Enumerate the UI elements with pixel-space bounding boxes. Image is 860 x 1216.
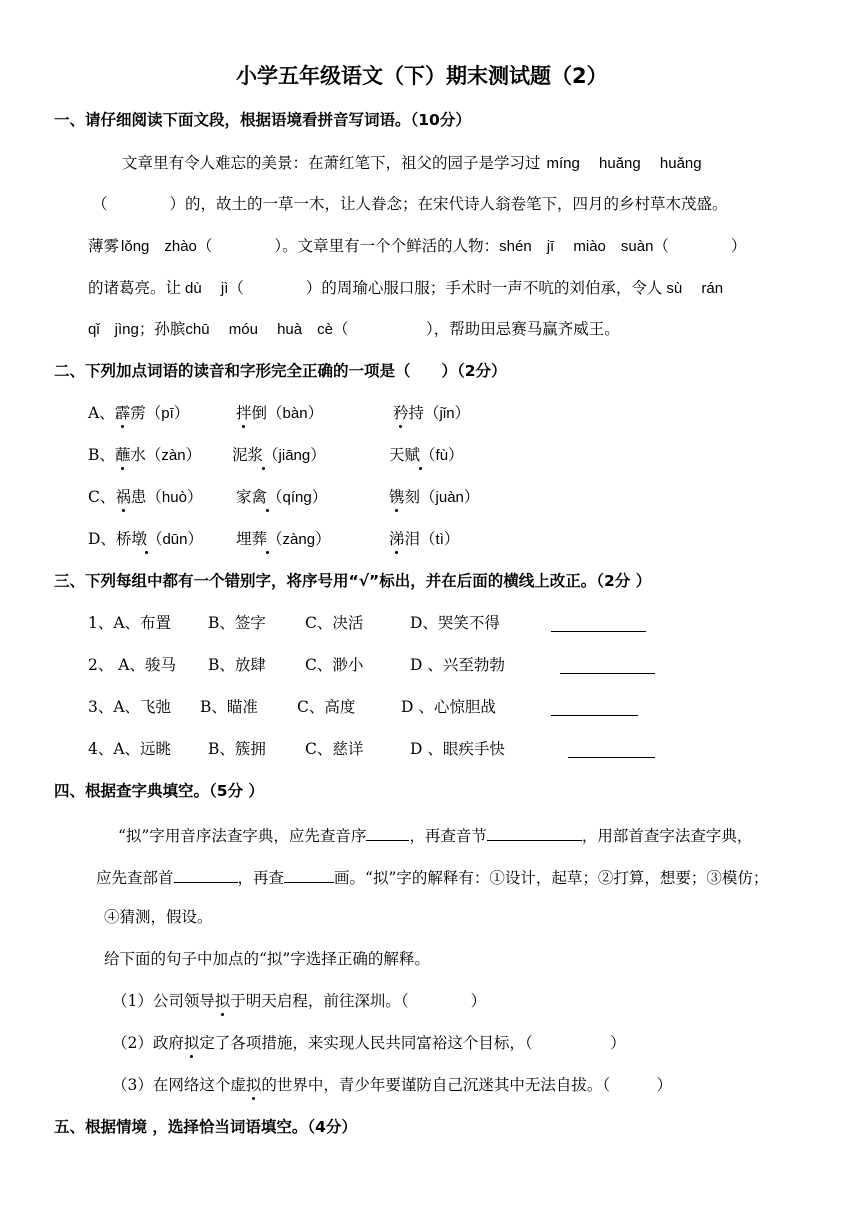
pinyin: lǒng zhào <box>121 238 197 255</box>
dotted-char: 浆（ <box>247 446 279 464</box>
word-text: 桥 <box>115 530 132 548</box>
group-4-option-a[interactable]: 4、A、远眺 <box>88 740 172 758</box>
word-text: 持（ <box>408 404 440 422</box>
pinyin: jiāng <box>278 447 311 464</box>
choice-row-b[interactable] <box>88 448 201 464</box>
dotted-char: 赋（ <box>404 446 436 464</box>
s1-text: 文章里有令人难忘的美景：在萧红笔下，祖父的园子是学习过 <box>122 154 541 172</box>
dotted-char: 祸 <box>115 488 131 506</box>
s4-text: ，再查 <box>237 869 285 887</box>
s4-line-1 <box>118 826 752 845</box>
paren: ） <box>186 488 203 506</box>
s4-text: 定了各项措施，来实现人民共同富裕这个目标，（ ） <box>199 1034 626 1052</box>
section-2-heading: 二、下列加点词语的读音和字形完全正确的一项是（ ）（2分） <box>54 362 507 380</box>
paren: ） <box>454 404 471 422</box>
s4-text: 画。“拟”字的解释有：①设计，起草；②打算，想要；③模仿； <box>334 869 769 887</box>
section-1-heading: 一、请仔细阅读下面文段，根据语境看拼音写词语。（10分） <box>54 111 471 129</box>
paren: ） <box>187 530 204 548</box>
pinyin: sù rán <box>666 280 724 297</box>
pinyin: zàng <box>282 531 316 548</box>
choice-word <box>232 448 326 464</box>
pinyin: qíng <box>282 489 312 506</box>
group-4-option-d[interactable]: D 、眼疾手快 <box>410 740 505 758</box>
pinyin: huò <box>161 489 187 506</box>
s1-line-4 <box>88 281 723 297</box>
pinyin: bàn <box>282 405 308 422</box>
word-text: 埋 <box>236 530 252 548</box>
pinyin: chū móu huà cè <box>185 321 333 338</box>
word-text: 水（ <box>130 446 162 464</box>
s1-text[interactable]: （ ）的周瑜心服口服；手术时一声不吭的刘伯承，令人 <box>228 279 663 297</box>
answer-blank[interactable] <box>174 868 238 883</box>
s1-line-3 <box>88 239 746 255</box>
group-4-option-c[interactable]: C、慈详 <box>305 740 364 758</box>
dotted-char: 拟 <box>245 1076 262 1094</box>
s1-text: 薄雾 <box>88 237 120 255</box>
s4-question-1[interactable] <box>112 994 486 1010</box>
s4-instruction: 给下面的句子中加点的“拟”字选择正确的解释。 <box>104 950 430 968</box>
s4-text: （1）公司领导 <box>112 992 215 1010</box>
choice-word <box>393 406 470 422</box>
word-text: 雳（ <box>130 404 162 422</box>
s1-text[interactable]: （ ），帮助田忌赛马赢齐威王。 <box>332 320 620 338</box>
pinyin: jǐn <box>439 405 455 422</box>
group-2-option-c[interactable]: C、渺小 <box>305 656 364 674</box>
paren: ） <box>173 404 190 422</box>
answer-blank[interactable] <box>560 673 655 674</box>
answer-blank[interactable] <box>568 757 655 758</box>
s4-line-2 <box>96 868 768 887</box>
paren: ） <box>463 488 480 506</box>
paren: ） <box>185 446 202 464</box>
s1-text: ；孙膑 <box>138 320 186 338</box>
option-letter: D、 <box>88 530 116 548</box>
page-title: 小学五年级语文（下）期末测试题（2） <box>236 64 608 88</box>
s4-text: （3）在网络这个虚 <box>112 1076 246 1094</box>
s1-text[interactable]: （ ） <box>653 237 747 255</box>
answer-blank[interactable] <box>551 715 638 716</box>
word-text: 泥 <box>232 446 248 464</box>
answer-blank[interactable] <box>551 631 646 632</box>
s4-text: ，再查音节 <box>409 827 487 845</box>
dotted-char: 拟 <box>183 1034 200 1052</box>
pinyin: pī <box>161 405 174 422</box>
s4-question-2[interactable] <box>112 1036 626 1052</box>
s4-line-3: ④猜测，假设。 <box>104 908 213 926</box>
paren: ） <box>315 530 331 548</box>
dotted-char: 禽（ <box>251 488 283 506</box>
group-3-option-b[interactable]: B、瞄准 <box>200 698 258 716</box>
word-text: 家 <box>236 488 252 506</box>
paren: ） <box>310 446 326 464</box>
choice-row-a[interactable] <box>88 406 189 422</box>
group-3-option-a[interactable]: 3、A、飞弛 <box>88 698 172 716</box>
dotted-char: 镌 <box>389 488 405 506</box>
group-4-option-b[interactable]: B、簇拥 <box>208 740 266 758</box>
section-5-heading: 五、根据情境 ，选择恰当词语填空。（4分） <box>54 1118 357 1136</box>
word-text: 天 <box>389 446 405 464</box>
option-letter: B、 <box>88 446 115 464</box>
dotted-char: 葬（ <box>251 530 283 548</box>
choice-word <box>236 406 323 422</box>
choice-word <box>389 532 459 548</box>
s4-text: 应先查部首 <box>96 869 174 887</box>
group-1-option-d[interactable]: D、哭笑不得 <box>410 614 500 632</box>
s4-text: ，用部首查字法查字典， <box>581 827 753 845</box>
word-text: 患（ <box>130 488 162 506</box>
group-2-option-a[interactable]: 2、 A、骏马 <box>88 656 176 674</box>
pinyin: zàn <box>161 447 186 464</box>
paren: ） <box>311 488 328 506</box>
dotted-char: 拌 <box>236 404 252 422</box>
s1-line-2 <box>92 197 728 213</box>
paren: ） <box>448 446 464 464</box>
pinyin: míng huǎng huǎng <box>546 155 702 172</box>
dotted-char: 墩（ <box>131 530 163 548</box>
word-text: 倒（ <box>251 404 283 422</box>
group-3-option-d[interactable]: D 、心惊胆战 <box>401 698 496 716</box>
option-letter: A、 <box>88 404 115 422</box>
s1-text: 的诸葛亮。让 <box>88 279 182 297</box>
dotted-char: 霹 <box>114 404 131 422</box>
word-text: 泪（ <box>404 530 436 548</box>
pinyin: dūn <box>162 531 188 548</box>
pinyin: dù jì <box>185 280 229 297</box>
s1-text[interactable]: （ ）的，故土的一草一木，让人眷念；在宋代诗人翁卷笔下，四月的乡村草木茂盛。 <box>92 195 728 213</box>
dotted-char: 蘸 <box>114 446 131 464</box>
group-1-option-c[interactable]: C、决活 <box>305 614 364 632</box>
dotted-char: 涕 <box>389 530 405 548</box>
section-4-heading: 四、根据查字典填空。（5分 ） <box>54 782 264 800</box>
pinyin: shén jī miào suàn <box>499 238 654 255</box>
group-1-option-a[interactable]: 1、A、布置 <box>88 614 172 632</box>
s4-question-3[interactable] <box>112 1078 672 1094</box>
dotted-char: 拟 <box>214 992 231 1010</box>
s1-text[interactable]: （ ）。文章里有一个个鲜活的人物： <box>196 237 500 255</box>
s4-text: （2）政府 <box>112 1034 184 1052</box>
choice-row-d[interactable] <box>88 532 203 548</box>
choice-row-c[interactable] <box>88 490 202 506</box>
answer-blank[interactable] <box>487 826 582 841</box>
s4-text: 于明天启程，前往深圳。（ ） <box>230 992 487 1010</box>
s4-text: 的世界中，青少年要谨防自己沉迷其中无法自拔。（ ） <box>261 1076 673 1094</box>
group-1-option-b[interactable]: B、签字 <box>208 614 266 632</box>
choice-word <box>236 490 327 506</box>
group-3-option-c[interactable]: C、高度 <box>297 698 356 716</box>
pinyin: juàn <box>435 489 464 506</box>
option-letter: C、 <box>88 488 116 506</box>
pinyin: qǐ jìng <box>88 321 139 338</box>
choice-word <box>236 532 331 548</box>
choice-word <box>389 448 464 464</box>
choice-word <box>389 490 479 506</box>
paren: ） <box>443 530 460 548</box>
dotted-char: 矜 <box>393 404 409 422</box>
s4-text: “拟”字用音序法查字典，应先查音序 <box>118 827 367 845</box>
s1-line-5 <box>88 322 620 338</box>
group-2-option-b[interactable]: B、放肆 <box>208 656 266 674</box>
pinyin: fù <box>435 447 449 464</box>
word-text: 刻（ <box>404 488 436 506</box>
pinyin: tì <box>435 531 444 548</box>
paren: ） <box>307 404 324 422</box>
answer-blank[interactable] <box>366 826 409 841</box>
section-3-heading: 三、下列每组中都有一个错别字，将序号用“√”标出，并在后面的横线上改正。（2分 ） <box>54 572 652 590</box>
answer-blank[interactable] <box>284 868 334 883</box>
group-2-option-d[interactable]: D 、兴至勃勃 <box>410 656 505 674</box>
s1-line-1 <box>122 156 702 172</box>
